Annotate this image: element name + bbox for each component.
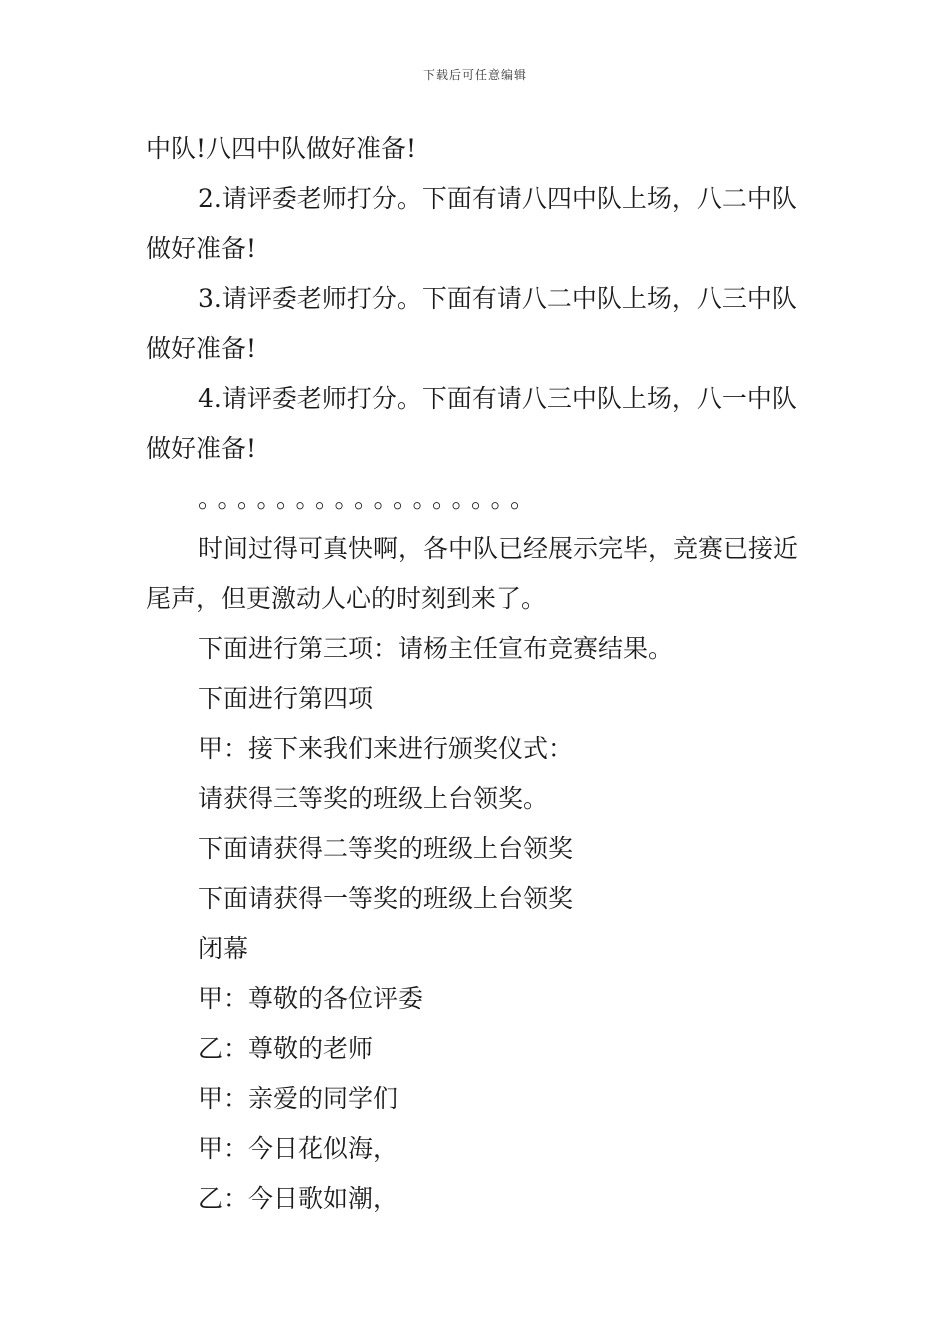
paragraph-14: 甲：尊敬的各位评委 <box>198 984 424 1013</box>
paragraph-7: 下面进行第三项：请杨主任宣布竞赛结果。 <box>198 634 674 663</box>
paragraph-12: 下面请获得一等奖的班级上台领奖 <box>198 884 574 913</box>
ellipsis-line: 。。。。。。。。。。。。。。。。。 <box>198 484 543 513</box>
page-header-note: 下载后可任意编辑 <box>422 68 527 82</box>
paragraph-18: 乙：今日歌如潮， <box>198 1184 399 1213</box>
paragraph-11: 下面请获得二等奖的班级上台领奖 <box>198 834 574 863</box>
paragraph-17: 甲：今日花似海， <box>198 1134 399 1163</box>
paragraph-10: 请获得三等奖的班级上台领奖。 <box>198 784 549 813</box>
paragraph-1: 中队!八四中队做好准备! <box>146 134 417 163</box>
paragraph-3: 3.请评委老师打分。下面有请八二中队上场，八三中队做好准备! <box>146 284 797 363</box>
paragraph-4: 4.请评委老师打分。下面有请八三中队上场，八一中队做好准备! <box>146 384 797 463</box>
paragraph-9: 甲：接下来我们来进行颁奖仪式： <box>198 734 574 763</box>
paragraph-6: 时间过得可真快啊，各中队已经展示完毕，竞赛已接近尾声，但更激动人心的时刻到来了。 <box>146 534 799 613</box>
document-body <box>146 124 808 1224</box>
paragraph-15: 乙：尊敬的老师 <box>198 1034 374 1063</box>
paragraph-13: 闭幕 <box>198 934 249 963</box>
paragraph-16: 甲：亲爱的同学们 <box>198 1084 399 1113</box>
paragraph-8: 下面进行第四项 <box>198 684 374 713</box>
paragraph-2: 2.请评委老师打分。下面有请八四中队上场，八二中队做好准备! <box>146 184 797 263</box>
